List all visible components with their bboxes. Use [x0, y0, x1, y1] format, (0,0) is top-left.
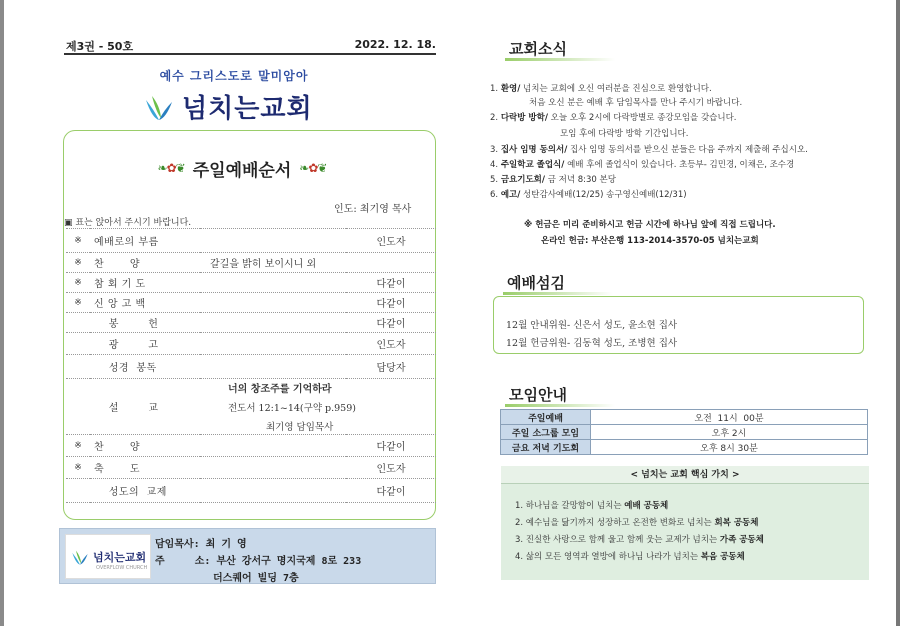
news-item: 5. 금요기도회/ 금 저녁 8:30 본당: [490, 175, 616, 185]
sermon-title: 너의 창조주를 기억하라: [228, 384, 332, 395]
core-value-item: 4. 삶의 모든 영역과 열방에 하나님 나라가 넘치는 복음 공동체: [515, 552, 745, 562]
core-value-item: 1. 하나님을 갈망함이 넘치는 예배 공동체: [515, 501, 669, 511]
order-table: [66, 228, 436, 503]
header-divider: [64, 53, 436, 55]
church-address: 주 소: 부산 강서구 명지국제 8로 233: [155, 556, 362, 567]
core-value-item: 2. 예수님을 닮기까지 성장하고 온전한 변화로 넘치는 회복 공동체: [515, 518, 759, 528]
table-row: ※ 축 도 인도자: [66, 457, 436, 479]
news-title: 교회소식: [509, 40, 567, 58]
standing-note: ▣ 표는 앉아서 주시기 바랍니다.: [64, 218, 192, 228]
meetings-table: [500, 409, 868, 455]
serve-box: [493, 296, 864, 354]
order-title: 주일예배순서: [192, 160, 292, 181]
church-logo-icon: [70, 547, 90, 567]
senior-pastor: 담임목사: 최 기 영: [155, 539, 247, 550]
table-row: 금요 저녁 기도회 오후 8시 30분: [501, 440, 868, 455]
table-row: ※ 참 회 기 도 다같이: [66, 273, 436, 293]
pastor-info-box: [59, 528, 436, 584]
table-row: 성도의 교제 다같이: [66, 479, 436, 503]
table-row: 광 고 인도자: [66, 333, 436, 355]
news-item-continued: 모임 후에 다락방 방학 기간입니다.: [560, 129, 689, 139]
flower-ornament-icon: ❧✿❦: [157, 161, 185, 175]
table-row: 봉 헌 다같이: [66, 313, 436, 333]
order-title-banner: [122, 153, 362, 183]
issue-number: 제3권 - 50호: [66, 40, 134, 53]
flower-ornament-icon: ❧✿❦: [299, 161, 327, 175]
table-row: ※ 찬 양 갈길을 밝히 보이시니 외: [66, 253, 436, 273]
news-item: 2. 다락방 방학/ 오늘 오후 2시에 다락방별로 종강모임을 갖습니다.: [490, 113, 737, 123]
core-values-box: [501, 466, 869, 580]
ushers: 12월 안내위원- 신은서 성도, 윤소현 집사: [506, 320, 678, 331]
table-row: 주일예배 오전 11시 00분: [501, 410, 868, 425]
news-item-continued: 처음 오신 분은 예배 후 담임목사를 만나 주시기 바랍니다.: [529, 98, 743, 108]
table-row: ※ 찬 양 다같이: [66, 435, 436, 457]
church-logo: [142, 88, 313, 125]
church-logo-icon: [142, 90, 176, 124]
meetings-title: 모임안내: [509, 386, 567, 404]
sermon-row: 설 교 너의 창조주를 기억하라 전도서 12:1~14(구약 p.959) 최기영 담임목사: [66, 379, 436, 435]
news-item: 4. 주일학교 졸업식/ 예배 후에 졸업식이 있습니다. 초등부- 김민경, 이채은, 조수경: [490, 160, 795, 170]
sermon-preacher: 최기영 담임목사: [266, 422, 334, 433]
core-value-item: 3. 진실한 사랑으로 함께 울고 함께 웃는 교제가 넘치는 가족 공동체: [515, 535, 764, 545]
table-row: 주일 소그룹 모임 오후 2시: [501, 425, 868, 440]
pastor-box-logo-text: 넘치는교회: [93, 550, 147, 564]
offering-team: 12월 헌금위원- 김동혁 성도, 조병현 집사: [506, 338, 678, 349]
news-item: 6. 예고/ 성탄감사예배(12/25) 송구영신예배(12/31): [490, 190, 687, 200]
service-leader: 인도: 최기영 목사: [334, 204, 412, 215]
church-name: 넘치는교회: [182, 94, 313, 124]
news-item: 3. 집사 임명 동의서/ 집사 임명 동의서를 받으신 분들은 다음 주까지 제출해 주십시오.: [490, 145, 808, 155]
issue-date: 2022. 12. 18.: [354, 38, 436, 51]
pastor-box-logo-sub: OVERFLOW CHURCH: [96, 565, 148, 571]
online-offering: 온라인 헌금: 부산은행 113-2014-3570-05 넘치는교회: [541, 236, 759, 246]
church-address-building: 더스퀘어 빌딩 7층: [213, 573, 299, 584]
offering-note: ※ 헌금은 미리 준비하시고 헌금 시간에 하나님 앞에 직접 드립니다.: [524, 220, 776, 230]
table-row: 성경 봉독 담당자: [66, 355, 436, 379]
news-item: 1. 환영/ 넘치는 교회에 오신 여러분을 진심으로 환영합니다.: [490, 84, 712, 94]
sermon-scripture: 전도서 12:1~14(구약 p.959): [228, 403, 356, 414]
serve-title: 예배섬김: [507, 274, 565, 292]
table-row: ※ 예배로의 부름 인도자: [66, 229, 436, 253]
viewer-scrollbar[interactable]: [896, 0, 900, 626]
bulletin-page: [4, 0, 896, 626]
core-values-header: < 넘치는 교회 핵심 가치 >: [501, 466, 869, 484]
pastor-box-logo: [65, 534, 151, 579]
table-row: ※ 신 앙 고 백 다같이: [66, 293, 436, 313]
church-motto: 예수 그리스도로 말미암아: [159, 69, 309, 83]
